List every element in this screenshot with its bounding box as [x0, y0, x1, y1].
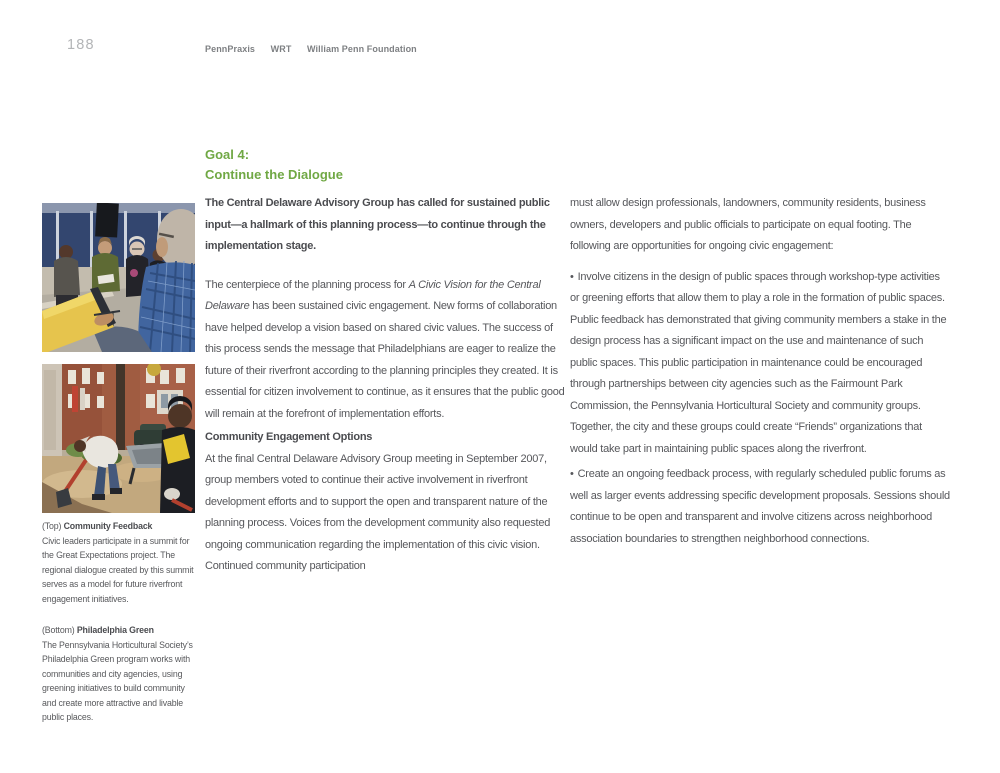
bullet-icon: •: [570, 468, 574, 480]
body-paragraph-2: At the final Central Delaware Advisory Group meeting in September 2007, group members voted to continue their active involvement in riverfront development efforts and to support the open and transparent nature of the planning process. Voices from the development community also requested ongoing communication regarding the implementation of this civic vision. Continued community participation: [205, 452, 551, 572]
caption-bottom-body: The Pennsylvania Horticultural Society’s Philadelphia Green program works with communities and city agencies, using greening initiatives to build community and create more attractive and livable public places.: [42, 639, 193, 722]
caption-top-heading: (Top) Community Feedback: [42, 521, 153, 531]
section-subheading: Community Engagement Options: [205, 431, 373, 443]
lead-paragraph: The Central Delaware Advisory Group has called for sustained public input—a hallmark of this planning process—to continue through the implementation stage.: [205, 197, 550, 252]
header-item-wrt: WRT: [270, 44, 292, 54]
caption-top-body: Civic leaders participate in a summit for the Great Expectations project. The regional dialogue created by this summit serves as a model for future riverfront engagement initiatives.: [42, 535, 194, 604]
text-column-right: [570, 193, 950, 554]
photo-caption-top: [42, 519, 200, 606]
bullet-item-2-text: Create an ongoing feedback process, with regularly scheduled public forums as well as larger events addressing specific development proposals. Sessions should continue to be open and transparent and involve citizens across neighborhood association boundaries to strengthen neighborhood connections.: [570, 468, 950, 545]
goal-title-line2: Continue the Dialogue: [205, 166, 343, 182]
bullet-item-1: [570, 267, 950, 461]
bullet-item-1-text: Involve citizens in the design of public spaces through workshop-type activities or greening efforts that allow them to play a role in the formation of public spaces. Public feedback has demonstrated that giving community members a stake in the design process has a significant impact on the use and maintenance of such public spaces. This public participation in maintenance could be encouraged through partnerships between city agencies such as the Fairmount Park Commission, the Pennsylvania Horticultural Society and community groups. Together, the city and these groups could create “Friends” organizations that would take part in maintaining public spaces along the riverfront.: [570, 270, 947, 455]
philadelphia-green-photo: [42, 364, 195, 513]
photo-caption-bottom: [42, 623, 200, 725]
goal-title-line1: Goal 4:: [205, 147, 250, 162]
running-header: [205, 44, 430, 54]
bullet-icon: •: [570, 270, 574, 283]
greening-photo-illustration: [42, 364, 195, 513]
meeting-photo-illustration: [42, 203, 195, 352]
bullet-item-2: [570, 464, 950, 550]
header-item-pennpraxis: PennPraxis: [205, 44, 256, 54]
community-feedback-photo: [42, 203, 195, 352]
page-number: 188: [67, 37, 95, 53]
body-paragraph-1: The centerpiece of the planning process for A Civic Vision for the Central Delaware has been sustained civic engagement. New forms of collaboration have helped develop a vision based on shared civic values. The success of this process sends the message that Philadelphians are eager to realize the future of their riverfront according to the planning principles they created. It is essential for citizen involvement to continue, as it ensures that the public good will remain at the forefront of implementation efforts.: [205, 278, 565, 420]
header-item-william-penn-foundation: William Penn Foundation: [307, 44, 417, 54]
caption-bottom-heading: (Bottom) Philadelphia Green: [42, 625, 154, 635]
text-column-left: [205, 193, 567, 578]
body-paragraph-3: must allow design professionals, landowners, community residents, business owners, developers and public officials to participate on equal footing. The following are opportunities for ongoing civic engagement:: [570, 197, 926, 252]
page-title: [205, 145, 343, 184]
